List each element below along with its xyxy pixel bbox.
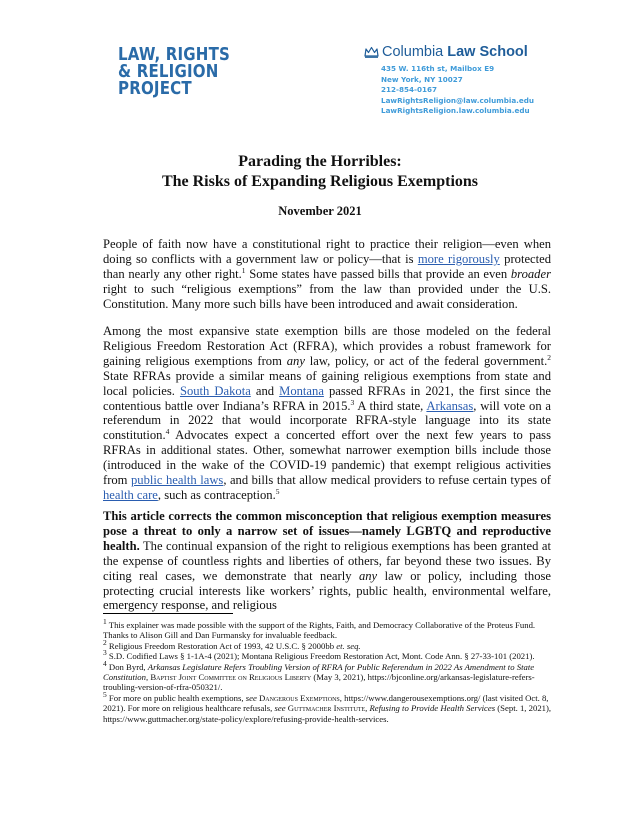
link-arkansas[interactable]: Arkansas <box>426 398 474 413</box>
p1-text-4: right to such “religious exemptions” from the law than provided under the U.S. Constitution. Many more such bills have been introduced and await consideration. <box>103 281 551 311</box>
title-line-2: The Risks of Expanding Religious Exemptions <box>161 173 479 190</box>
footnote-1 <box>103 617 555 641</box>
p2-text-1: Among the most expansive state exemption bills are those modeled on the federal Religious Freedom Restoration Act (RFRA), which provides a robust framework for gaining religious exemptions from <box>103 324 551 368</box>
address-phone: 212-854-0167 <box>381 85 437 95</box>
footnote-3-text: S.D. Codified Laws § 1-1A-4 (2021); Montana Religious Freedom Restoration Act, Mont. Code Ann. § 27-33-101 (2021). <box>106 651 535 662</box>
address-city: New York, NY 10027 <box>381 74 463 84</box>
link-public-health-laws[interactable]: public health laws <box>130 473 224 488</box>
footnote-5-see-2: see <box>274 703 286 714</box>
footnote-4-number: 4 <box>103 658 107 668</box>
address-street: 435 W. 116th st, Mailbox E9 <box>381 64 495 73</box>
footnote-2-number: 2 <box>103 637 107 647</box>
footnote-5-number: 5 <box>103 689 107 699</box>
footnote-2-emphasis: et. seq. <box>336 640 361 651</box>
footnote-divider <box>103 613 233 614</box>
link-more-rigorously[interactable]: more rigorously <box>417 251 500 266</box>
school-name-part2: Law School <box>447 44 528 60</box>
footnote-5-text-2: , https://www.dangerousexemptions.org/ (last visited Oct. 8, 2021). For more on religious healthcare refusals, <box>103 692 549 714</box>
p1-emphasis: broader <box>510 266 551 281</box>
link-health-care[interactable]: health care <box>103 487 158 502</box>
p3-emphasis: any <box>358 568 378 583</box>
link-south-dakota[interactable]: South Dakota <box>179 383 251 398</box>
footnote-5-text-3: , <box>365 703 370 714</box>
footnote-ref-5[interactable]: 5 <box>275 486 280 496</box>
footnote-4-text-2: , <box>145 672 151 683</box>
address-block <box>381 64 534 117</box>
footnote-5-text-1: For more on public health exemptions, <box>106 692 246 703</box>
footnote-ref-1[interactable]: 1 <box>241 265 246 275</box>
p2-text-3: State RFRAs provide a similar means of gaining religious exemptions from state and local policies. <box>103 368 551 398</box>
footnote-2 <box>103 637 555 651</box>
p2-text-7: , will vote on a referendum in 2022 that would incorporate RFRA-style language into its state constitution. <box>103 398 551 443</box>
columbia-header <box>364 44 534 117</box>
law-rights-religion-logo <box>118 47 230 98</box>
p3-text-1: The continual expansion of the right to religious exemptions has been granted at the expense of countless rights and liberties of others, far beyond these two issues. By citing real cases, we demonstrate that nearly <box>103 538 551 583</box>
footnote-ref-3[interactable]: 3 <box>350 397 355 407</box>
p2-text-2: law, policy, or act of the federal government. <box>304 353 548 368</box>
columbia-law-school-logo <box>364 44 534 60</box>
footnote-4-text-3: (May 3, 2021), https://bjconline.org/arkansas-legislature-refers-troubling-version-of-rfra-050321/. <box>103 672 535 693</box>
paragraph-1 <box>103 237 551 312</box>
p1-text-2: protected than nearly any other right. <box>103 251 552 281</box>
footnote-5-text-4: (Sept. 1, 2021), https://www.guttmacher.org/state-policy/explore/refusing-provide-health-services. <box>103 703 552 724</box>
link-montana[interactable]: Montana <box>279 383 324 398</box>
paragraph-2 <box>103 324 551 503</box>
footnote-4-article-title: Arkansas Legislature Refers Troubling Version of RFRA for Public Referendum in 2022 As Amendment to State Constitution <box>103 661 535 683</box>
footnote-ref-2[interactable]: 2 <box>547 352 552 362</box>
footnote-5-source-1: Dangerous Exemptions <box>256 692 340 703</box>
p2-text-6: A third state, <box>354 398 427 413</box>
logo-line-2: & RELIGION <box>118 62 219 82</box>
title-line-1: Parading the Horribles: <box>238 153 402 170</box>
p2-text-8: Advocates expect a concerted effort over the next few years to pass RFRAs in additional states. Other, somewhat narrower exemption bills include those (introduced in the wake of the COVID-19 pandemic) that exempt religious activities from <box>103 428 551 488</box>
footnote-4 <box>103 658 555 693</box>
logo-line-1: LAW, RIGHTS <box>118 45 231 65</box>
footnote-4-text-1: Don Byrd, <box>106 661 148 672</box>
p3-text-2: law or policy, including those protecting crucial interests like workers’ rights, public health, environmental welfare, emergency response, and religious <box>103 568 551 613</box>
footnote-5-report-title: Refusing to Provide Health Services <box>369 703 496 714</box>
p2-text-5: passed RFRAs in 2021, the first since the contentious battle over Indiana’s RFRA in 2015. <box>103 383 551 413</box>
school-name-part1: Columbia <box>382 44 444 60</box>
footnote-3-number: 3 <box>103 648 107 658</box>
p1-text-3: Some states have passed bills that provide an even <box>245 266 511 281</box>
logo-line-3: PROJECT <box>118 79 192 99</box>
p3-bold-thesis: This article corrects the common misconception that religious exemption measures pose a threat to only a narrow set of issues—namely LGBTQ and reproductive health. <box>103 509 551 553</box>
document-date: November 2021 <box>278 204 362 218</box>
p2-text-9: , and bills that allow medical providers to refuse certain types of <box>223 473 551 488</box>
footnote-1-number: 1 <box>103 617 107 627</box>
footnote-2-text: Religious Freedom Restoration Act of 1993, 42 U.S.C. § 2000bb <box>106 640 337 651</box>
footnote-3 <box>103 648 555 662</box>
p2-emphasis: any <box>286 353 305 368</box>
footnote-5-see-1: see <box>245 692 257 703</box>
address-website[interactable]: LawRightsReligion.law.columbia.edu <box>381 106 530 116</box>
p2-text-4: and <box>250 383 280 398</box>
address-email[interactable]: LawRightsReligion@law.columbia.edu <box>381 95 535 105</box>
document-title <box>0 152 640 192</box>
footnotes <box>103 617 555 724</box>
footnote-5-source-2: Guttmacher Institute <box>285 703 366 714</box>
p1-text-1: People of faith now have a constitutional right to practice their religion—even when doing so conflicts with a government law or policy—that is <box>103 237 551 266</box>
paragraph-3 <box>103 509 551 613</box>
p2-text-10: , such as contraception. <box>157 487 276 502</box>
footnote-5 <box>103 689 555 724</box>
footnote-1-text: This explainer was made possible with the support of the Rights, Faith, and Democracy Collaborative of the Proteus Fund. Thanks to Alison Gill and Dan Furmansky for invaluable feedback. <box>103 620 536 641</box>
crown-icon <box>364 46 379 58</box>
footnote-ref-4[interactable]: 4 <box>165 427 170 437</box>
footnote-4-publisher: Baptist Joint Committee on Religious Liberty <box>150 672 312 683</box>
